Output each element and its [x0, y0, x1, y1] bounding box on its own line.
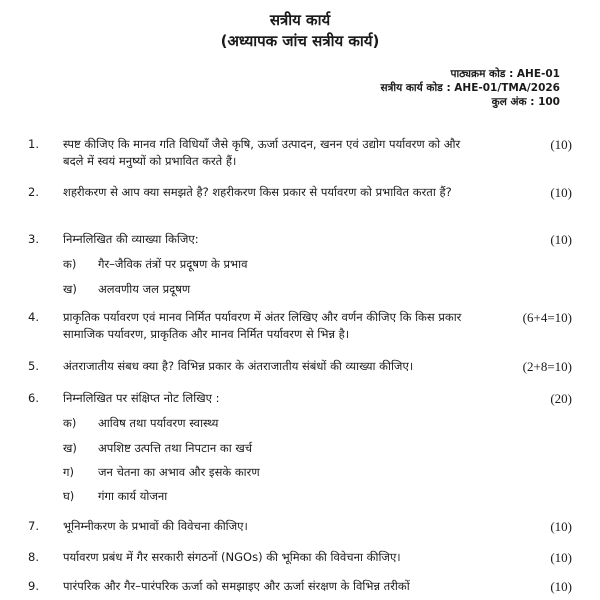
- question-text: निम्नलिखित की व्याख्या किजिए:: [63, 232, 199, 246]
- question-marks: (10): [550, 550, 572, 565]
- question-text: अंतराजातीय संबध क्या है? विभिन्न प्रकार के अंतराजातीय संबंधों की व्याख्या कीजिए।: [63, 359, 414, 373]
- course-code: पाठ्यक्रम कोड : AHE-01: [450, 68, 560, 80]
- question-number: 4.: [28, 310, 39, 324]
- question-number: 9.: [28, 579, 39, 593]
- question-number: 2.: [28, 185, 39, 199]
- sub-question-text: गैर–जैविक तंत्रों पर प्रदूषण के प्रभाव: [98, 257, 248, 271]
- sub-question-text: अलवणीय जल प्रदूषण: [98, 282, 191, 296]
- assignment-code: सत्रीय कार्य कोड : AHE-01/TMA/2026: [380, 82, 560, 94]
- sub-question-label: क): [63, 416, 77, 430]
- question-marks: (10): [550, 519, 572, 534]
- question-text: भूनिम्नीकरण के प्रभावों की विवेचना कीजिए।: [63, 519, 248, 533]
- sub-question-label: ख): [63, 282, 77, 296]
- question-number: 1.: [28, 137, 39, 151]
- question-text: प्राकृतिक पर्यावरण एवं मानव निर्मित पर्यावरण में अंतर लिखिए और वर्णन कीजिए कि किस प्रकार सामाजिक पर्यावरण, प्राकृतिक और मानव निर्मित पर्यावरण से भिन्न है।: [63, 310, 462, 341]
- sub-question-text: गंगा कार्य योजना: [98, 489, 168, 503]
- sub-question-label: घ): [63, 489, 75, 503]
- question-text: पारंपरिक और गैर–पारंपरिक ऊर्जा को समझाइए और ऊर्जा संरक्षण के विभिन्न तरीकों: [63, 579, 410, 593]
- question-text: स्पष्ट कीजिए कि मानव गति विधियाँ जैसे कृषि, ऊर्जा उत्पादन, खनन एवं उद्योग पर्यावरण को और बदले में स्वयं मनुष्यों को प्रभावित करते हैं।: [63, 137, 461, 168]
- question-marks: (2+8=10): [522, 359, 572, 374]
- sub-question-label: ग): [63, 465, 74, 479]
- question-text: निम्नलिखित पर संक्षिप्त नोट लिखिए :: [63, 391, 220, 405]
- question-text: पर्यावरण प्रबंध में गैर सरकारी संगठनों (NGOs) की भूमिका की विवेचना कीजिए।: [63, 550, 401, 564]
- question-number: 7.: [28, 519, 39, 533]
- sub-question-label: ख): [63, 441, 77, 455]
- page-subtitle: (अध्यापक जांच सत्रीय कार्य): [220, 32, 380, 50]
- sub-question-text: अपशिष्ट उत्पत्ति तथा निपटान का खर्च: [98, 441, 253, 455]
- question-marks: (6+4=10): [522, 310, 572, 325]
- question-number: 5.: [28, 359, 39, 373]
- question-marks: (20): [550, 391, 572, 406]
- sub-question-text: आविष तथा पर्यावरण स्वास्थ्य: [98, 416, 219, 430]
- sub-question-text: जन चेतना का अभाव और इसके कारण: [98, 465, 260, 479]
- sub-question-label: क): [63, 257, 77, 271]
- question-marks: (10): [550, 185, 572, 200]
- page-title: सत्रीय कार्य: [269, 11, 331, 29]
- question-marks: (10): [550, 137, 572, 152]
- question-marks: (10): [550, 232, 572, 247]
- question-text: शहरीकरण से आप क्या समझते है? शहरीकरण किस प्रकार से पर्यावरण को प्रभावित करता हैं?: [63, 185, 452, 199]
- question-number: 8.: [28, 550, 39, 564]
- question-number: 6.: [28, 391, 39, 405]
- total-marks: कुल अंक : 100: [491, 96, 560, 108]
- question-marks: (10): [550, 579, 572, 594]
- question-number: 3.: [28, 232, 39, 246]
